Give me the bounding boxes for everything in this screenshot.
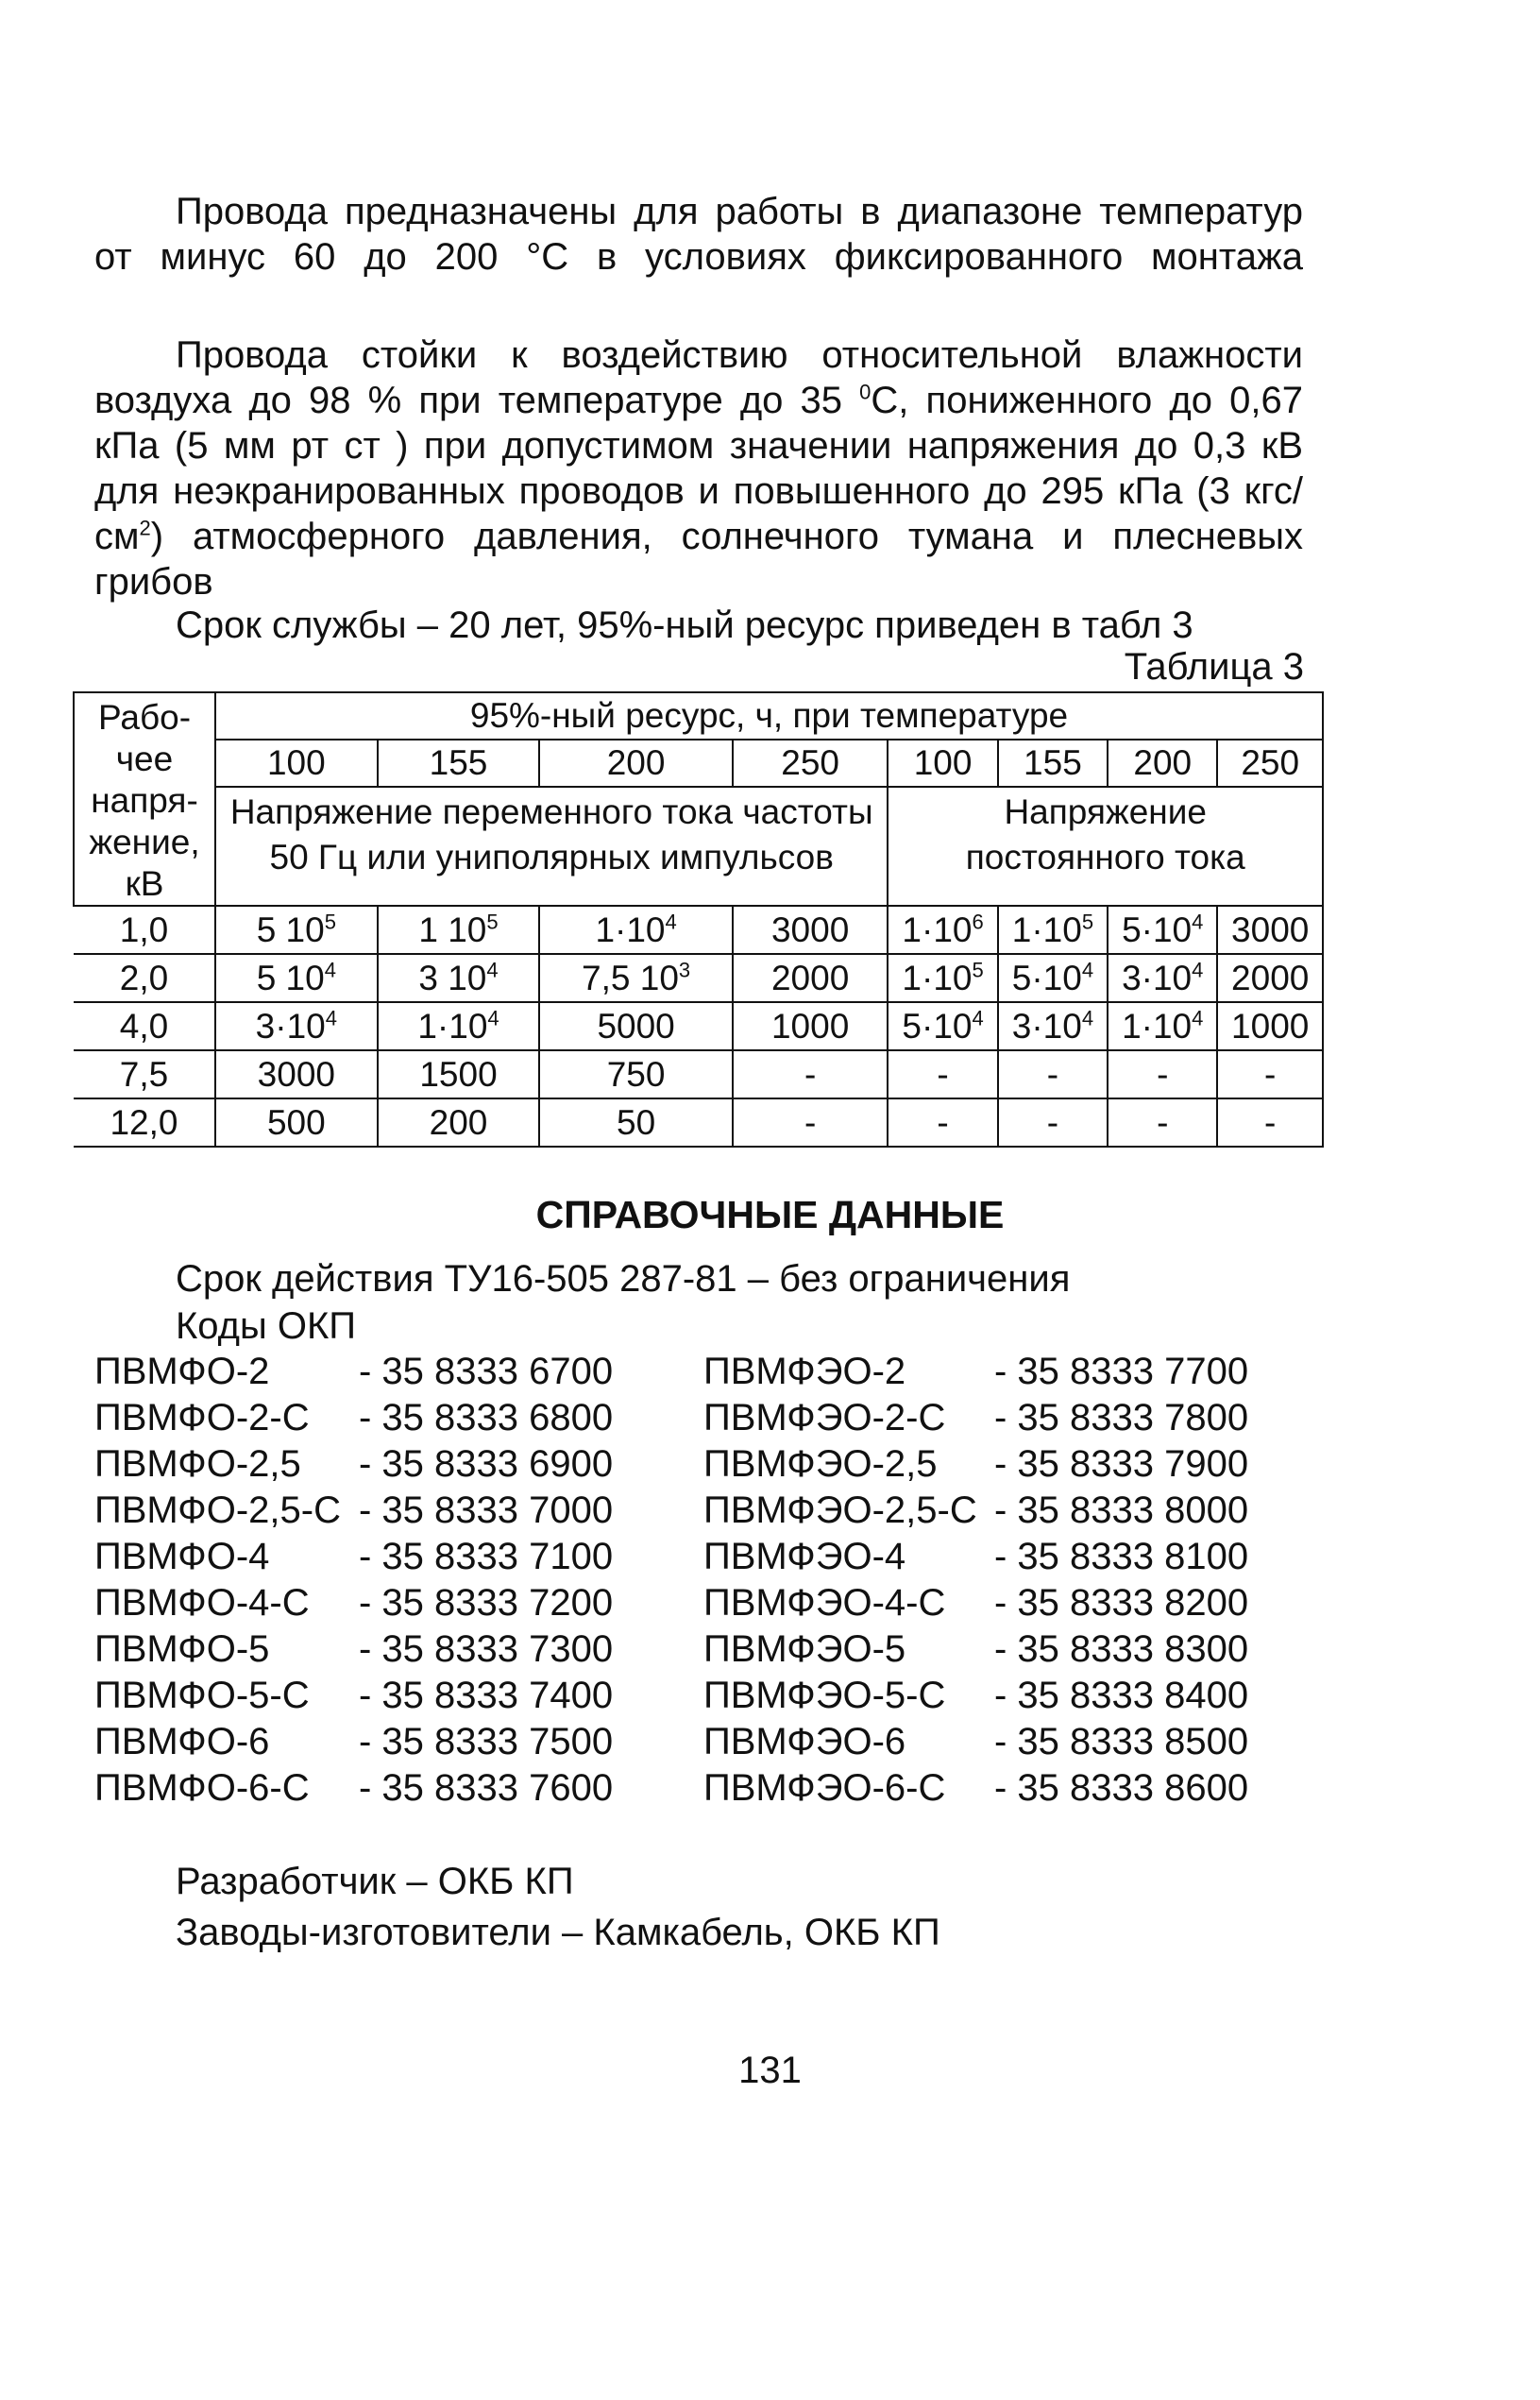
resource-exponent: 4 (487, 1006, 499, 1030)
superscript: 0 (859, 380, 872, 404)
resource-cell (998, 1002, 1108, 1050)
resource-exponent: 5 (1081, 910, 1094, 934)
product-name: ПВМФЭО-2,5-С (703, 1489, 977, 1531)
temperature-header: 155 (998, 740, 1108, 787)
resource-cell (888, 954, 997, 1002)
resource-cell (215, 906, 378, 954)
resource-value: - (1264, 1102, 1277, 1142)
resource-exponent: 4 (972, 1006, 984, 1030)
resource-cell (888, 1002, 997, 1050)
paragraph-temperature-range (94, 189, 1303, 325)
product-name: ПВМФЭО-2,5 (703, 1443, 938, 1485)
resource-cell (1108, 1002, 1217, 1050)
resource-value: 1000 (770, 1006, 850, 1046)
table-row (74, 906, 1323, 954)
resource-cell (1108, 1098, 1217, 1147)
temperature-header: 250 (733, 740, 888, 787)
resource-value: 1·10 (1011, 910, 1082, 949)
product-name: ПВМФЭО-4 (703, 1536, 906, 1577)
resource-value: 200 (429, 1102, 488, 1142)
product-name: ПВМФО-5 (94, 1628, 270, 1670)
resource-exponent: 4 (1192, 910, 1204, 934)
product-name: ПВМФО-4 (94, 1536, 270, 1577)
okp-codes-label: Коды ОКП (176, 1305, 357, 1347)
table-row (74, 1098, 1323, 1147)
resource-exponent: 4 (665, 910, 677, 934)
voltage-cell: 1,0 (74, 906, 215, 954)
resource-value: 3000 (770, 910, 850, 949)
resource-value: 2000 (770, 958, 850, 997)
resource-cell (998, 954, 1108, 1002)
okp-code: - 35 8333 7500 (359, 1721, 614, 1762)
resource-value: - (1046, 1102, 1059, 1142)
resource-value: 5·10 (902, 1006, 973, 1046)
resource-value: 1·10 (902, 958, 973, 997)
resource-value: - (937, 1102, 949, 1142)
paragraph-text: ) атмосферного давления, солнечного тумана и плесневых грибов (94, 516, 1303, 603)
resource-value: 5·10 (1122, 910, 1193, 949)
voltage-cell: 4,0 (74, 1002, 215, 1050)
product-name: ПВМФЭО-5 (703, 1628, 906, 1670)
resource-value: - (1157, 1102, 1169, 1142)
okp-code: - 35 8333 7100 (359, 1536, 614, 1577)
temperature-header: 200 (539, 740, 733, 787)
validity-line: Срок действия ТУ16-505 287-81 – без ограничения (176, 1258, 1071, 1300)
resource-value: 5 10 (256, 910, 325, 949)
resource-exponent: 5 (972, 958, 984, 982)
okp-code: - 35 8333 8200 (994, 1582, 1249, 1624)
okp-code: - 35 8333 6800 (359, 1397, 614, 1438)
resource-value: 3000 (1231, 910, 1310, 949)
superscript: 2 (139, 516, 151, 540)
okp-code: - 35 8333 7700 (994, 1351, 1249, 1392)
resource-cell (733, 1098, 888, 1147)
okp-code: - 35 8333 8600 (994, 1767, 1249, 1809)
resource-cell (539, 906, 733, 954)
resource-cell (215, 1050, 378, 1098)
resource-cell (215, 1002, 378, 1050)
resource-cell (215, 954, 378, 1002)
resource-table (73, 691, 1324, 1148)
okp-code: - 35 8333 6900 (359, 1443, 614, 1485)
paragraph-service-life (94, 603, 1303, 648)
product-name: ПВМФО-2,5-С (94, 1489, 341, 1531)
resource-value: 1·10 (417, 1006, 488, 1046)
resource-cell (215, 1098, 378, 1147)
resource-value: 3000 (257, 1054, 335, 1094)
resource-cell (733, 1002, 888, 1050)
resource-value: 3·10 (1011, 1006, 1082, 1046)
resource-value: 1·10 (1122, 1006, 1193, 1046)
product-name: ПВМФО-6 (94, 1721, 270, 1762)
resource-exponent: 4 (1192, 958, 1204, 982)
resource-cell (733, 906, 888, 954)
product-name: ПВМФЭО-2-С (703, 1397, 946, 1438)
resource-cell (1217, 954, 1323, 1002)
resource-value: 50 (617, 1102, 656, 1142)
resource-value: 7,5 10 (582, 958, 679, 997)
product-name: ПВМФЭО-5-С (703, 1675, 946, 1716)
resource-cell (1217, 1002, 1323, 1050)
temperature-header: 200 (1108, 740, 1217, 787)
resource-cell (539, 1002, 733, 1050)
resource-cell (1108, 1050, 1217, 1098)
resource-cell (1217, 1050, 1323, 1098)
resource-exponent: 4 (325, 1006, 337, 1030)
resource-value: 1500 (419, 1054, 498, 1094)
okp-code: - 35 8333 7600 (359, 1767, 614, 1809)
resource-value: - (804, 1102, 817, 1142)
resource-value: 750 (606, 1054, 666, 1094)
okp-code: - 35 8333 7200 (359, 1582, 614, 1624)
okp-code: - 35 8333 7300 (359, 1628, 614, 1670)
resource-value: 3·10 (255, 1006, 326, 1046)
resource-value: - (804, 1054, 817, 1094)
resource-cell (539, 1050, 733, 1098)
okp-code: - 35 8333 8400 (994, 1675, 1249, 1716)
table-caption: Таблица 3 (1124, 646, 1304, 688)
resource-cell (733, 954, 888, 1002)
product-name: ПВМФО-2,5 (94, 1443, 301, 1485)
resource-value: 1 10 (418, 910, 487, 949)
voltage-cell: 12,0 (74, 1098, 215, 1147)
resource-value: 3·10 (1122, 958, 1193, 997)
section-heading: СПРАВОЧНЫЕ ДАННЫЕ (535, 1193, 1005, 1236)
voltage-cell: 2,0 (74, 954, 215, 1002)
resource-cell (998, 906, 1108, 954)
resource-value: 1·10 (902, 910, 973, 949)
resource-value: 500 (266, 1102, 326, 1142)
paragraph-text: Провода предназначены для работы в диапазоне температур от минус 60 до 200 °С в условиях фиксированного монтажа (94, 191, 1303, 278)
resource-cell (378, 1050, 540, 1098)
resource-cell (888, 1050, 997, 1098)
paragraph-text: С, пониженного до 0,67 кПа (5 мм рт ст ) при допустимом значении напряжения до 0,3 кВ для неэкранированных проводов и повышенного до 295 кПа (3 кгс/см (94, 380, 1303, 557)
okp-code: - 35 8333 8100 (994, 1536, 1249, 1577)
resource-cell (378, 954, 540, 1002)
resource-exponent: 4 (1081, 958, 1094, 982)
resource-exponent: 4 (486, 958, 499, 982)
resource-cell (378, 906, 540, 954)
resource-cell (1108, 954, 1217, 1002)
resource-cell (378, 1002, 540, 1050)
resource-cell (539, 954, 733, 1002)
resource-cell (998, 1050, 1108, 1098)
resource-value: 5000 (597, 1006, 675, 1046)
okp-code: - 35 8333 7800 (994, 1397, 1249, 1438)
resource-exponent: 5 (324, 910, 336, 934)
product-name: ПВМФО-6-С (94, 1767, 310, 1809)
resource-cell (733, 1050, 888, 1098)
voltage-cell: 7,5 (74, 1050, 215, 1098)
resource-exponent: 4 (324, 958, 336, 982)
okp-code: - 35 8333 8000 (994, 1489, 1249, 1531)
temperature-header: 250 (1217, 740, 1323, 787)
developer-line: Разработчик – ОКБ КП (176, 1861, 574, 1902)
product-name: ПВМФЭО-4-С (703, 1582, 946, 1624)
table-row (74, 954, 1323, 1002)
manufacturers-line: Заводы-изготовители – Камкабель, ОКБ КП (176, 1912, 940, 1953)
product-name: ПВМФЭО-6 (703, 1721, 906, 1762)
product-name: ПВМФЭО-2 (703, 1351, 906, 1392)
resource-value: 5 10 (256, 958, 325, 997)
okp-code: - 35 8333 8500 (994, 1721, 1249, 1762)
resource-cell (539, 1098, 733, 1147)
resource-exponent: 4 (1192, 1006, 1204, 1030)
resource-exponent: 5 (486, 910, 499, 934)
resource-value: 2000 (1231, 958, 1310, 997)
table-row (74, 1050, 1323, 1098)
resource-cell (1217, 906, 1323, 954)
paragraph-text: Провода стойки к воздействию относительной влажности воздуха до 98 % при температуре до 35 (94, 334, 1303, 421)
product-name: ПВМФО-2 (94, 1351, 270, 1392)
product-name: ПВМФО-5-С (94, 1675, 310, 1716)
resource-cell (998, 1098, 1108, 1147)
okp-code: - 35 8333 7000 (359, 1489, 614, 1531)
resource-value: 5·10 (1011, 958, 1082, 997)
resource-group-header: 95%-ный ресурс, ч, при температуре (215, 692, 1323, 740)
temperature-header: 155 (378, 740, 540, 787)
dc-voltage-header: Напряжение постоянного тока (888, 787, 1323, 906)
okp-code: - 35 8333 7400 (359, 1675, 614, 1716)
resource-value: - (1046, 1054, 1059, 1094)
okp-code: - 35 8333 8300 (994, 1628, 1249, 1670)
product-name: ПВМФЭО-6-С (703, 1767, 946, 1809)
resource-value: - (1157, 1054, 1169, 1094)
resource-value: 1000 (1231, 1006, 1310, 1046)
resource-exponent: 4 (1081, 1006, 1094, 1030)
product-name: ПВМФО-4-С (94, 1582, 310, 1624)
resource-cell (888, 1098, 997, 1147)
temperature-header: 100 (215, 740, 378, 787)
resource-cell (888, 906, 997, 954)
resource-value: - (937, 1054, 949, 1094)
paragraph-text: Срок службы – 20 лет, 95%-ный ресурс приведен в табл 3 (176, 604, 1193, 646)
resource-value: - (1264, 1054, 1277, 1094)
table-row (74, 1002, 1323, 1050)
resource-cell (1108, 906, 1217, 954)
okp-code: - 35 8333 6700 (359, 1351, 614, 1392)
product-name: ПВМФО-2-С (94, 1397, 310, 1438)
ac-voltage-header: Напряжение переменного тока частоты 50 Гц или униполярных импульсов (215, 787, 888, 906)
page-number: 131 (738, 2050, 802, 2091)
resource-value: 1·10 (595, 910, 666, 949)
resource-exponent: 6 (972, 910, 984, 934)
temperature-header: 100 (888, 740, 997, 787)
voltage-column-header: Рабо- чее напря- жение, кВ (74, 692, 215, 906)
resource-cell (1217, 1098, 1323, 1147)
resource-value: 3 10 (418, 958, 487, 997)
okp-code: - 35 8333 7900 (994, 1443, 1249, 1485)
resource-cell (378, 1098, 540, 1147)
resource-exponent: 3 (678, 958, 691, 982)
